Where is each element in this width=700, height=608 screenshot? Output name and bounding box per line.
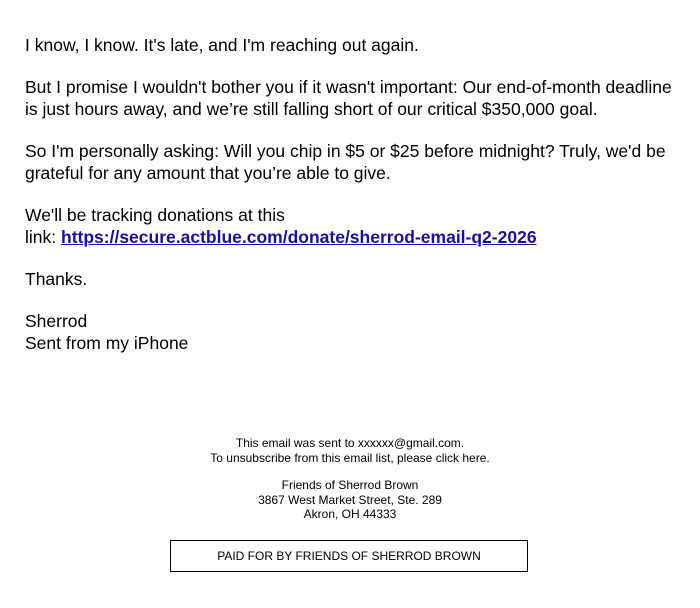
paragraph-tracking (25, 204, 675, 248)
paragraph-intro: I know, I know. It's late, and I'm reaching out again. (25, 35, 419, 55)
address-line-2: Akron, OH 44333 (303, 507, 397, 521)
signature-name: Sherrod (25, 311, 88, 331)
address-line-1: 3867 West Market Street, Ste. 289 (258, 492, 442, 507)
paid-for-text: PAID FOR BY FRIENDS OF SHERROD BROWN (217, 549, 481, 563)
footer-address (0, 478, 700, 522)
paragraph-thanks: Thanks. (25, 269, 88, 289)
unsubscribe-suffix: . (486, 450, 490, 465)
email-body (25, 34, 675, 374)
sent-to-prefix: This email was sent to (235, 436, 355, 450)
org-name: Friends of Sherrod Brown (281, 478, 419, 492)
signature (25, 310, 675, 354)
signature-device: Sent from my iPhone (25, 333, 189, 353)
unsubscribe-prefix: To unsubscribe from this email list, please (210, 450, 433, 465)
donate-link[interactable]: https://secure.actblue.com/donate/sherrod-email-q2-2026 (61, 227, 537, 247)
paid-for-disclaimer (170, 540, 528, 572)
tracking-text: We'll be tracking donations at this (25, 205, 285, 225)
footer-recipient-info (0, 436, 700, 465)
paragraph-deadline: But I promise I wouldn't bother you if it wasn't important: Our end-of-month deadline is just hours away, and we’re still falling short of our critical $350,000 goal. (25, 77, 672, 119)
email-footer (0, 436, 700, 535)
sent-to-suffix: . (460, 436, 465, 450)
tracking-link-prefix: link: (25, 227, 57, 247)
paragraph-ask: So I'm personally asking: Will you chip in $5 or $25 before midnight? Truly, we'd be grateful for any amount that you’re able to give. (25, 141, 666, 183)
recipient-email-link[interactable]: xxxxxx@gmail.com (357, 436, 461, 450)
unsubscribe-link[interactable]: click here (435, 450, 487, 465)
